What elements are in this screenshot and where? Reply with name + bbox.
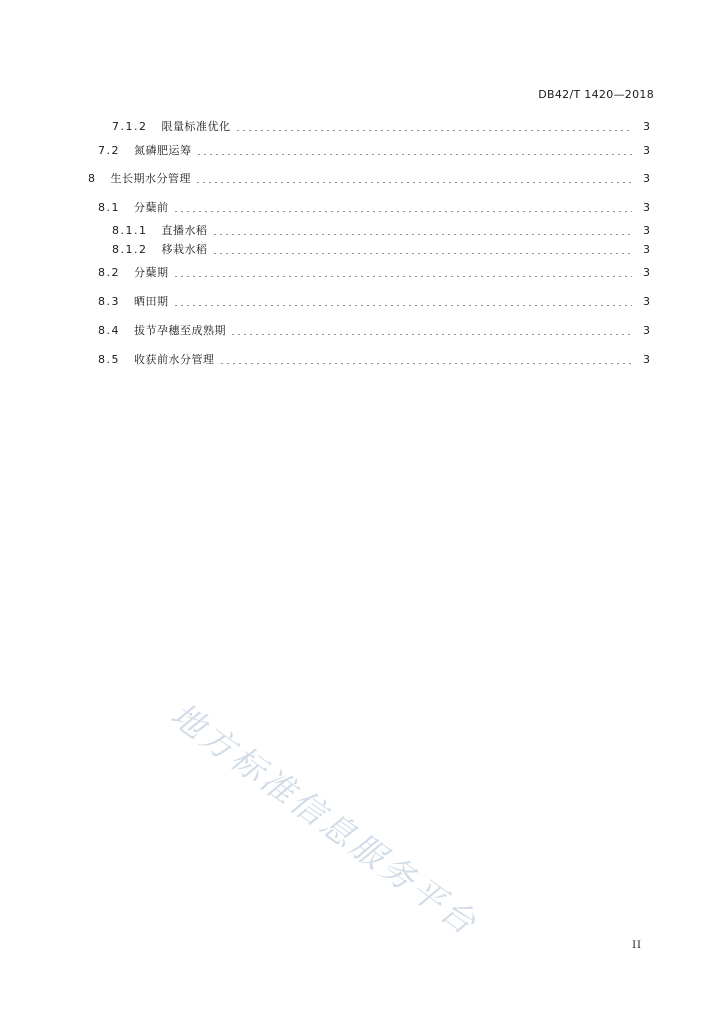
toc-entry[interactable] [0, 199, 724, 215]
toc-dot-leader [230, 323, 632, 335]
toc-dot-leader [212, 242, 633, 254]
toc-entry-page: 3 [643, 265, 650, 279]
toc-entry[interactable] [0, 118, 724, 134]
toc-entry-page: 3 [643, 323, 650, 337]
toc-entry-number: 8.1.1 [112, 223, 148, 237]
watermark-text: 地方标准信息服务平台 [163, 694, 486, 944]
toc-entry-page: 3 [643, 294, 650, 308]
toc-entry-number: 8.1.2 [112, 242, 148, 256]
toc-entry-page: 3 [643, 119, 650, 133]
toc-entry-page: 3 [643, 352, 650, 366]
toc-dot-leader [196, 143, 633, 155]
toc-entry-title: 移栽水稻 [161, 243, 208, 256]
toc-entry-page: 3 [643, 223, 650, 237]
page-number: II [632, 940, 642, 951]
toc-dot-leader [173, 200, 633, 212]
toc-entry[interactable] [0, 142, 724, 158]
toc-entry[interactable] [0, 222, 724, 238]
toc-entry[interactable] [0, 322, 724, 338]
toc-dot-leader [195, 171, 632, 183]
toc-dot-leader [173, 265, 633, 277]
toc-entry-number: 7.2 [98, 143, 120, 157]
toc-entry[interactable] [0, 170, 724, 186]
toc-entry-title: 直播水稻 [161, 224, 208, 237]
toc-entry[interactable] [0, 351, 724, 367]
toc-entry-page: 3 [643, 143, 650, 157]
toc-entry-number: 8.2 [98, 265, 120, 279]
toc-entry-title: 限量标准优化 [161, 120, 231, 133]
toc-entry-title: 氮磷肥运筹 [134, 144, 192, 157]
toc-entry[interactable] [0, 264, 724, 280]
toc-entry-page: 3 [643, 242, 650, 256]
toc-entry-title: 分蘖期 [134, 266, 169, 279]
toc-entry-title: 收获前水分管理 [134, 353, 215, 366]
toc-entry-page: 3 [643, 171, 650, 185]
toc-entry-number: 8 [88, 171, 97, 185]
toc-entry-title: 生长期水分管理 [110, 172, 191, 185]
document-code: DB42/T 1420—2018 [538, 88, 654, 101]
toc-entry[interactable] [0, 293, 724, 309]
toc-entry[interactable] [0, 241, 724, 257]
toc-entry-page: 3 [643, 200, 650, 214]
toc-dot-leader [219, 352, 633, 364]
toc-dot-leader [235, 119, 633, 131]
toc-entry-title: 拔节孕穗至成熟期 [134, 324, 226, 337]
toc-entry-number: 8.5 [98, 352, 120, 366]
toc-entry-title: 晒田期 [134, 295, 169, 308]
toc-dot-leader [212, 223, 633, 235]
toc-entry-number: 8.1 [98, 200, 120, 214]
toc-dot-leader [173, 294, 633, 306]
toc-entry-number: 8.4 [98, 323, 120, 337]
toc-entry-number: 7.1.2 [112, 119, 148, 133]
toc-entry-number: 8.3 [98, 294, 120, 308]
toc-entry-title: 分蘖前 [134, 201, 169, 214]
